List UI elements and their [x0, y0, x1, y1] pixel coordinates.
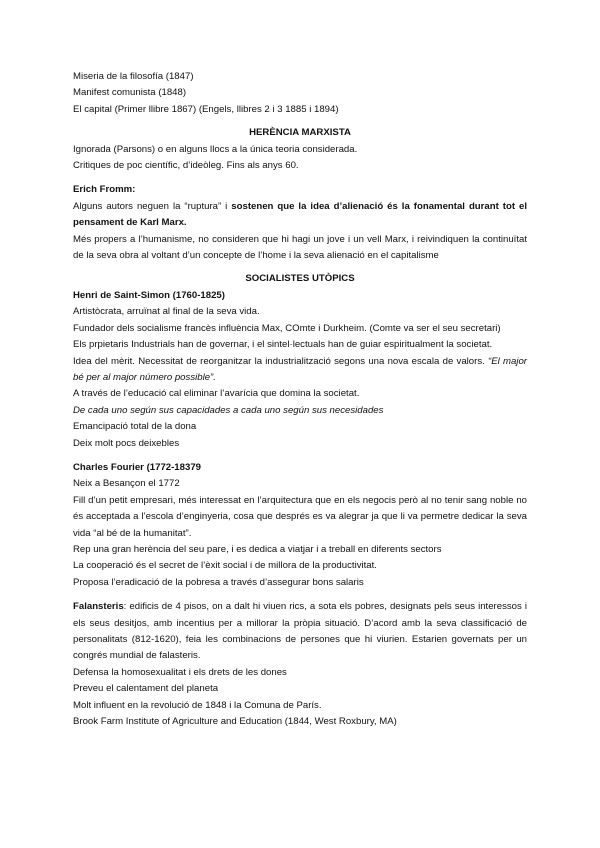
text-line: Neix a Besançon el 1772 — [73, 478, 180, 490]
italic-line — [73, 403, 527, 419]
text-line: Ignorada (Parsons) o en alguns llocs a la única teoria considerada. — [73, 143, 358, 155]
section-title-herencia: HERÈNCIA MARXISTA — [249, 127, 351, 139]
text-line: La cooperació és el secret de l’èxit social i de millora de la productivitat. — [73, 560, 377, 572]
text-line: Critiques de poc científic, d’ideòleg. Fins als anys 60. — [73, 160, 299, 172]
work-item: El capital (Primer llibre 1867) (Engels, llibres 2 i 3 1885 i 1894) — [73, 103, 339, 115]
text-line: A través de l’educació cal eliminar l’avarícia que domina la societat. — [73, 388, 360, 400]
heading-saint-simon — [73, 288, 527, 304]
italic-quote: De cada uno según sus capacidades a cada uno según sus necesidades — [73, 404, 384, 416]
text-span: Idea del mèrit. Necessitat de reorganitzar la industrialització segons una nova escala de valors. — [73, 355, 489, 367]
paragraph-fromm-humanisme: Més propers a l’humanisme, no consideren que hi hagi un jove i un vell Marx, i reivindiquen la continuïtat de la seva obra al voltant d’un concepte de l’home i la seva alienació en el capitalisme — [73, 233, 527, 262]
text-line: Molt influent en la revolució de 1848 i la Comuna de París. — [73, 699, 322, 711]
work-item: Manifest comunista (1848) — [73, 87, 187, 99]
bold-text: sostenen que la idea d’alienació és la fonamental durant tot el pensament de Karl Marx. — [73, 200, 528, 229]
paragraph-merit — [73, 354, 527, 387]
text-line: Defensa la homosexualitat i els drets de les dones — [73, 666, 287, 678]
text-line: Artistòcrata, arruïnat al final de la seva vida. — [73, 306, 260, 318]
text-line: Rep una gran herència del seu pare, i es dedica a viatjar i a treball en diferents sectors — [73, 543, 442, 555]
bold-term: Falansteris — [73, 601, 124, 613]
text-line: Fundador dels socialisme francès influència Max, COmte i Durkheim. (Comte va ser el seu secretari) — [73, 322, 501, 334]
work-item: Miseria de la filosofía (1847) — [73, 71, 194, 82]
heading-erich-fromm: Erich Fromm: — [73, 184, 136, 196]
text-line: Els prpietaris Industrials han de governar, i el sintel·lectuals han de guiar espiritualment la societat. — [73, 339, 493, 351]
text-line: Deix molt pocs deixebles — [73, 437, 180, 449]
italic-quote: “El major bé per al major número possible”. — [73, 355, 527, 383]
text-line: Emancipació total de la dona — [73, 421, 197, 433]
document-body — [73, 69, 527, 730]
section-title-socialistes: SOCIALISTES UTÒPICS — [245, 273, 355, 285]
text-span: : edificis de 4 pisos, on a dalt hi viuen rics, a sota els pobres, designats pels seus interessos i els seus desitjos, amb incentius per a millorar la pròpia situació. D’acord amb la seva classificació de personalitats (812-1620), feia les combinacions de persones que hi viurien. Estarien governats per un congrés mundial de falasteris. — [73, 601, 527, 662]
heading-charles-fourier: Charles Fourier (1772-18379 — [73, 461, 201, 473]
paragraph-fromm-ruptura — [73, 199, 527, 232]
paragraph-falansteris — [73, 599, 527, 665]
text-line: Brook Farm Institute of Agriculture and Education (1844, West Roxbury, MA) — [73, 716, 397, 728]
text-line: Proposa l’eradicació de la pobresa a través d’assegurar bons salaris — [73, 576, 364, 588]
text-line: Preveu el calentament del planeta — [73, 683, 219, 695]
bold-text: Henri de Saint-Simon (1760-1825) — [73, 289, 225, 301]
paragraph-fourier-bio: Fill d’un petit empresari, més interessat en l’arquitectura que en els negocis però al no tenir sang noble no és acceptada a l’escola d’enginyeria, cosa que després es va alegrar ja que li va permetre dedicar la seva vida “al bé de la humanitat”. — [73, 494, 527, 539]
text-span: Alguns autors neguen la “ruptura” i — [73, 200, 232, 212]
